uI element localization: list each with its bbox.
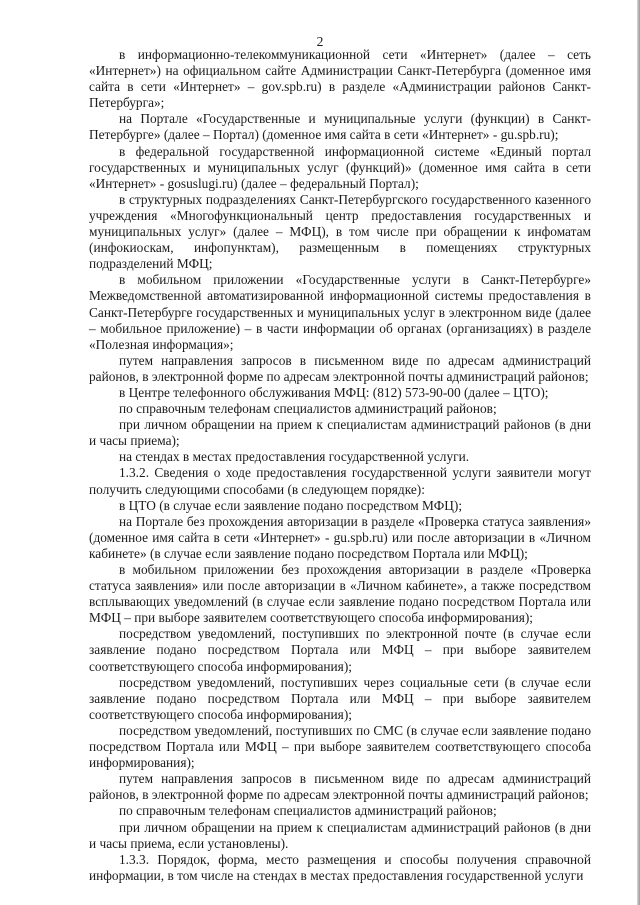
document-body [89,47,591,884]
paragraph-personal-visit-status: при личном обращении на прием к специалистам администраций районов (в дни и часы приема, если установлены). [89,819,591,851]
paragraph-gosuslugi: в федеральной государственной информационной системе «Единый портал государственных и муниципальных услуг (функций)» (доменное имя сайта в сети «Интернет» - gosuslugi.ru) (далее – федеральный Портал); [89,143,591,191]
paragraph-reference-phones: по справочным телефонам специалистов администраций районов; [119,401,497,417]
paragraph-mobile-app: в мобильном приложении «Государственные услуги в Санкт-Петербурге» Межведомственной автоматизированной информационной системы предоставления в Санкт-Петербурге государственных и муниципальных услуг в электронном виде (далее – мобильное приложение) – в части информации об органах (организациях) в разделе «Полезная информация»; [89,272,591,352]
paragraph-gu-portal: на Портале «Государственные и муниципальные услуги (функции) в Санкт-Петербурге» (далее – Портал) (доменное имя сайта в сети «Интернет» - gu.spb.ru); [89,111,591,143]
section-1-3-2-heading: 1.3.2. Сведения о ходе предоставления государственной услуги заявители могут получить следующими способами (в следующем порядке): [89,465,591,497]
paragraph-portal-status: на Портале без прохождения авторизации в разделе «Проверка статуса заявления» (доменное имя сайта в сети «Интернет» - gu.spb.ru) или после авторизации в «Личном кабинете» (в случае если заявление подано посредством Портала или МФЦ); [89,513,591,561]
paragraph-reference-phones-status: по справочным телефонам специалистов администраций районов; [119,803,497,819]
paragraph-stands: на стендах в местах предоставления государственной услуги. [119,449,470,465]
paragraph-written-requests: путем направления запросов в письменном виде по адресам администраций районов, в электронной форме по адресам электронной почты администраций районов; [89,352,591,384]
paragraph-call-center: в Центре телефонного обслуживания МФЦ: (812) 573-90-00 (далее – ЦТО); [119,384,549,400]
paragraph-mfc: в структурных подразделениях Санкт-Петербургского государственного казенного учреждения «Многофункциональный центр предоставления государственных и муниципальных услуг» (далее – МФЦ), в том числе при обращении к инфоматам (инфокиоскам, инфопунктам), размещенным в помещениях структурных подразделений МФЦ; [89,191,591,272]
paragraph-mobile-status: в мобильном приложении без прохождения авторизации в разделе «Проверка статуса заявления» или после авторизации в «Личном кабинете», а также посредством всплывающих уведомлений (в случае если заявление подано посредством Портала или МФЦ – при выборе заявителем соответствующего способа информирования); [89,562,591,626]
paragraph-social-notifications: посредством уведомлений, поступивших через социальные сети (в случае если заявление подано посредством Портала или МФЦ – при выборе заявителем соответствующего способа информирования); [89,674,591,722]
paragraph-gov-spb-site: в информационно-телекоммуникационной сети «Интернет» (далее – сеть «Интернет») на официальном сайте Администрации Санкт-Петербурга (доменное имя сайта в сети «Интернет» – gov.spb.ru) в разделе «Администрации районов Санкт-Петербурга»; [89,47,591,111]
paragraph-sms-notifications: посредством уведомлений, поступивших по СМС (в случае если заявление подано посредством Портала или МФЦ – при выборе заявителем соответствующего способа информирования); [89,722,591,771]
paragraph-email-notifications: посредством уведомлений, поступивших по электронной почте (в случае если заявление подано посредством Портала или МФЦ – при выборе заявителем соответствующего способа информирования); [89,626,591,674]
paragraph-personal-visit: при личном обращении на прием к специалистам администраций районов (в дни и часы приема); [89,417,591,449]
paragraph-written-requests-status: путем направления запросов в письменном виде по адресам администраций районов, в электронной форме по адресам электронной почты администраций районов; [89,771,591,803]
paragraph-cto-status: в ЦТО (в случае если заявление подано посредством МФЦ); [119,497,463,513]
section-1-3-3-heading: 1.3.3. Порядок, форма, место размещения и способы получения справочной информации, в том числе на стендах в местах предоставления государственной услуги [89,851,591,883]
page-number: 2 [316,34,324,49]
